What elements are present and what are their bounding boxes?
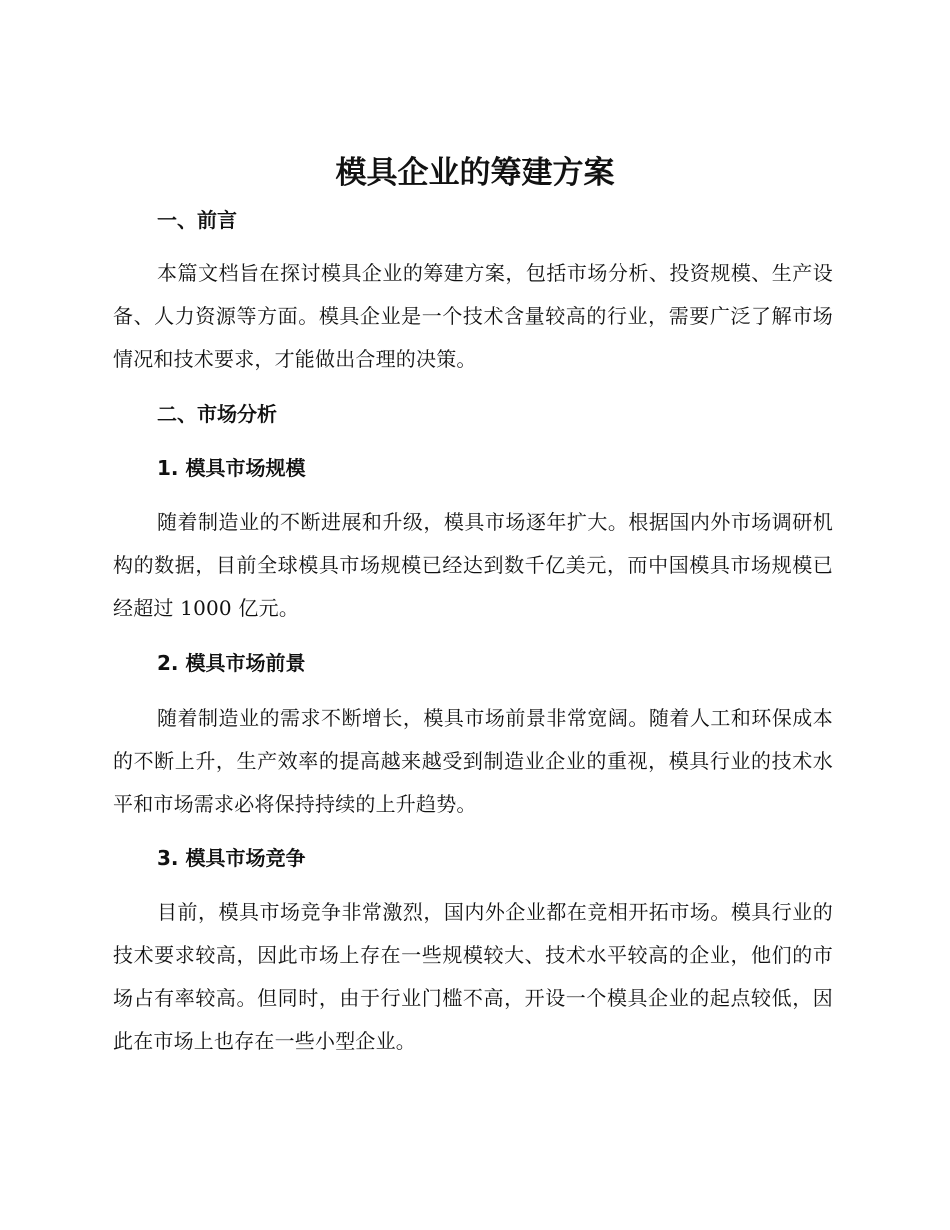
subsection-heading-market-size: 1. 模具市场规模 <box>157 456 306 480</box>
subsection-heading-market-competition: 3. 模具市场竞争 <box>157 846 306 870</box>
market-size-paragraph: 随着制造业的不断进展和升级，模具市场逐年扩大。根据国内外市场调研机构的数据，目前全球模具市场规模已经达到数千亿美元，而中国模具市场规模已经超过 1000 亿元。 <box>113 510 833 620</box>
preface-paragraph: 本篇文档旨在探讨模具企业的筹建方案，包括市场分析、投资规模、生产设备、人力资源等方面。模具企业是一个技术含量较高的行业，需要广泛了解市场情况和技术要求，才能做出合理的决策。 <box>113 261 833 371</box>
document-title: 模具企业的筹建方案 <box>335 155 615 191</box>
market-outlook-paragraph: 随着制造业的需求不断增长，模具市场前景非常宽阔。随着人工和环保成本的不断上升，生产效率的提高越来越受到制造业企业的重视，模具行业的技术水平和市场需求必将保持持续的上升趋势。 <box>113 706 833 816</box>
section-heading-market-analysis: 二、市场分析 <box>157 402 277 426</box>
market-competition-paragraph: 目前，模具市场竞争非常激烈，国内外企业都在竞相开拓市场。模具行业的技术要求较高，因此市场上存在一些规模较大、技术水平较高的企业，他们的市场占有率较高。但同时，由于行业门槛不高，开设一个模具企业的起点较低，因此在市场上也存在一些小型企业。 <box>113 900 833 1053</box>
subsection-heading-market-outlook: 2. 模具市场前景 <box>157 651 306 675</box>
section-heading-preface: 一、前言 <box>157 208 237 232</box>
